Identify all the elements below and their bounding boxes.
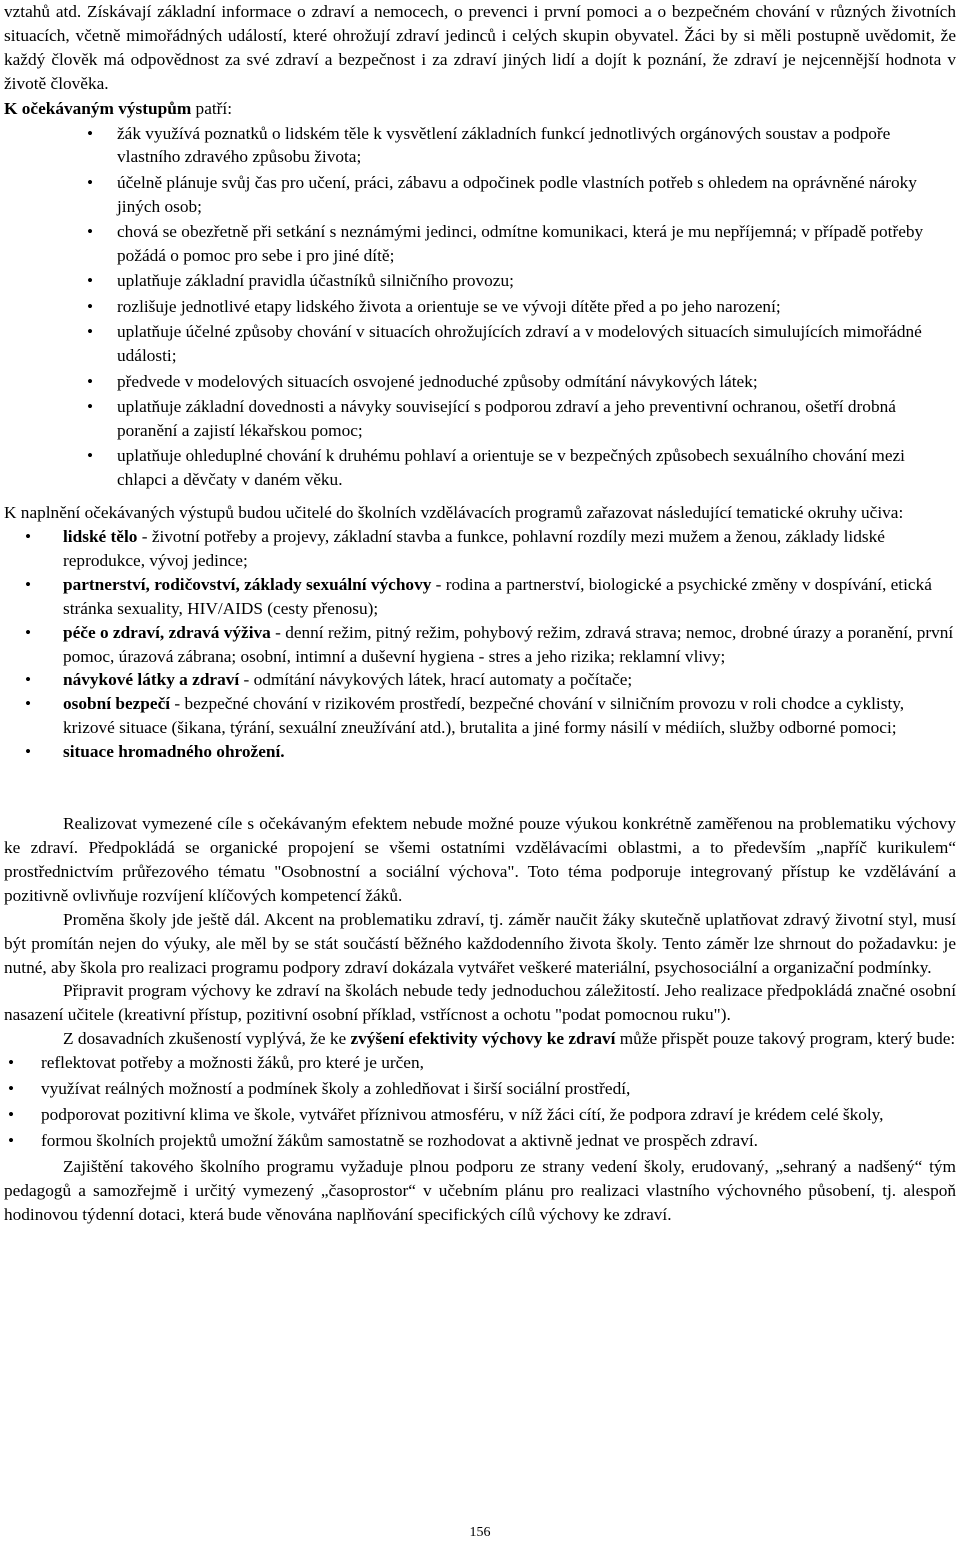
list-item <box>4 395 956 443</box>
topic-term: péče o zdraví, zdravá výživa <box>63 622 271 642</box>
list-item-text: účelně plánuje svůj čas pro učení, práci, zábavu a odpočinek podle vlastních potřeb s ohledem na oprávněné nároky jiných osob; <box>117 172 917 216</box>
list-item-text: uplatňuje účelné způsoby chování v situacích ohrožujících zdraví a v modelových situacích simulujících mimořádné události; <box>117 322 922 366</box>
bullet-icon: • <box>86 123 94 143</box>
list-item <box>4 444 956 492</box>
program-item <box>4 1051 956 1075</box>
list-item <box>4 171 956 219</box>
intro-paragraph: vztahů atd. Získávají základní informace o zdraví a nemocech, o prevenci i první pomoci a o bezpečném chování v různých životních situacích, včetně mimořádných událostí, které ohrožují zdraví jedinců i celých skupin obyvatel. Žáci by si měli postupně uvědomit, že každý člověk má odpovědnost za své zdraví a bezpečnost i za zdraví jiných lidí a dojít k poznání, že zdraví je nejcennější hodnota v životě člověka. <box>4 2 956 93</box>
program-item <box>4 1129 956 1153</box>
bullet-icon: • <box>86 371 94 391</box>
bullet-icon: • <box>86 172 94 192</box>
list-item <box>4 269 956 293</box>
topic-term: osobní bezpečí <box>63 694 171 714</box>
topics-intro: K naplnění očekávaných výstupů budou učitelé do školních vzdělávacích programů zařazovat následující tematické okruhy učiva: <box>4 503 904 523</box>
bullet-icon: • <box>7 1079 15 1099</box>
program-item-text: využívat reálných možností a podmínek školy a zohledňovat i širší sociální prostředí, <box>41 1079 631 1099</box>
list-item <box>4 320 956 368</box>
outcomes-heading <box>4 97 956 121</box>
outcomes-list <box>4 122 956 493</box>
topic-desc: - denní režim, pitný režim, pohybový režim, zdravá strava; nemoc, drobné úrazy a poranění, první pomoc, úrazová zábrana; osobní, intimní a duševní hygiena - stres a jeho rizika; reklamní vlivy; <box>63 622 954 666</box>
program-item-text: formou školních projektů umožní žákům samostatně se rozhodovat a aktivně jednat ve prospěch zdraví. <box>41 1130 758 1150</box>
bullet-icon: • <box>24 694 32 714</box>
program-item-text: reflektovat potřeby a možnosti žáků, pro které je určen, <box>41 1053 424 1073</box>
list-item-text: chová se obezřetně při setkání s neznámými jedinci, odmítne komunikaci, která je mu nepříjemná; v případě potřeby požádá o pomoc pro sebe i pro jiné dítě; <box>117 222 924 266</box>
topic-item <box>4 668 956 692</box>
paragraph-zajisteni: Zajištění takového školního programu vyžaduje plnou podporu ze strany vedení školy, erudovaný, „sehraný a nadšený“ tým pedagogů a samozřejmě i určitý vymezený „časoprostor“ v učebním plánu pro realizaci vlastního výchovného působení, tj. alespoň hodinovou týdenní dotaci, která bude věnována naplňování specifických cílů výchovy ke zdraví. <box>4 1156 956 1224</box>
topic-item <box>4 740 956 764</box>
outcomes-heading-bold: K očekávaným výstupům <box>4 98 192 118</box>
bullet-icon: • <box>86 296 94 316</box>
paragraph-realizace: Realizovat vymezené cíle s očekávaným efektem nebude možné pouze výukou konkrétně zaměřenou na problematiku výchovy ke zdraví. Předpokládá se organické propojení se všemi ostatními vzdělávacími oblastmi, a to především „napříč kurikulem“ prostřednictvím průřezového tématu "Osobnostní a sociální výchova". Toto téma podporuje integrovaný přístup ke vzdělávání a pozitivně ovlivňuje rozvíjení klíčových kompetencí žáků. <box>4 814 956 905</box>
list-item-text: uplatňuje ohleduplné chování k druhému pohlaví a orientuje se v bezpečných způsobech sexuálního chování mezi chlapci a děvčaty v daném věku. <box>117 446 905 490</box>
bullet-icon: • <box>7 1104 15 1124</box>
program-item-text: podporovat pozitivní klima ve škole, vytvářet příznivou atmosféru, v níž žáci cítí, že podpora zdraví je krédem celé školy, <box>41 1104 884 1124</box>
bullet-icon: • <box>86 222 94 242</box>
bullet-icon: • <box>86 271 94 291</box>
paragraph-efektivita-start: Z dosavadních zkušeností vyplývá, že ke <box>63 1029 351 1049</box>
list-item-text: rozlišuje jednotlivé etapy lidského života a orientuje se ve vývoji dítěte před a po jeho narození; <box>117 296 781 316</box>
bullet-icon: • <box>86 322 94 342</box>
program-item <box>4 1103 956 1127</box>
topic-desc: - rodina a partnerství, biologické a psychické změny v dospívání, etická stránka sexuality, HIV/AIDS (cesty přenosu); <box>63 574 932 618</box>
topics-list <box>4 525 956 764</box>
bullet-icon: • <box>24 742 32 762</box>
topic-term: návykové látky a zdraví <box>63 670 240 690</box>
topic-term: situace hromadného ohrožení. <box>63 742 285 762</box>
list-item <box>4 370 956 394</box>
bullet-icon: • <box>24 622 32 642</box>
program-list <box>4 1051 956 1153</box>
list-item-text: žák využívá poznatků o lidském těle k vysvětlení základních funkcí jednotlivých orgánových soustav a podpoře vlastního zdravého způsobu života; <box>117 123 891 167</box>
program-item <box>4 1077 956 1101</box>
topic-item <box>4 692 956 740</box>
paragraph-efektivita-end: může přispět pouze takový program, který bude: <box>615 1029 956 1049</box>
list-item <box>4 122 956 170</box>
topic-desc: - bezpečné chování v rizikovém prostředí, bezpečné chování v silničním provozu v roli chodce a cyklisty, krizové situace (šikana, týrání, sexuální zneužívání atd.), brutalita a jiné formy násilí v médiích, služby odborné pomoci; <box>63 694 905 738</box>
bullet-icon: • <box>24 527 32 547</box>
bullet-icon: • <box>24 574 32 594</box>
topic-term: lidské tělo <box>63 527 138 547</box>
paragraph-efektivita-bold: zvýšení efektivity výchovy ke zdraví <box>350 1029 616 1049</box>
document-page <box>4 0 956 1227</box>
list-item-text: předvede v modelových situacích osvojené jednoduché způsoby odmítání návykových látek; <box>117 371 758 391</box>
bullet-icon: • <box>24 670 32 690</box>
bullet-icon: • <box>86 397 94 416</box>
bullet-icon: • <box>7 1130 15 1150</box>
paragraph-promena: Proměna školy jde ještě dál. Akcent na problematiku zdraví, tj. záměr naučit žáky skutečně uplatňovat zdravý životní styl, musí být promítán nejen do výuky, ale měl by se stát součástí běžného každodenního života školy. Tento záměr lze shrnout do požadavku: je nutné, aby škola pro realizaci programu podpory zdraví dokázala vytvářet veškeré materiální, psychosociální a organizační podmínky. <box>4 909 956 977</box>
list-item-text: uplatňuje základní pravidla účastníků silničního provozu; <box>117 271 514 291</box>
page-number: 156 <box>469 1525 491 1540</box>
bullet-icon: • <box>86 446 94 466</box>
paragraph-efektivita <box>4 1027 956 1051</box>
topic-item <box>4 573 956 621</box>
topic-term: partnerství, rodičovství, základy sexuální výchovy <box>63 574 432 594</box>
list-item <box>4 295 956 319</box>
list-item-text: uplatňuje základní dovednosti a návyky související s podporou zdraví a jeho preventivní ochranou, ošetří drobná poranění a zajistí lékařskou pomoc; <box>117 397 896 440</box>
topic-item <box>4 525 956 573</box>
topic-desc: - odmítání návykových látek, hrací automaty a počítače; <box>239 670 633 690</box>
outcomes-heading-rest: patří: <box>191 98 233 118</box>
topic-desc: - životní potřeby a projevy, základní stavba a funkce, pohlavní rozdíly mezi mužem a ženou, základy lidské reprodukce, vývoj jedince; <box>63 527 885 570</box>
paragraph-pripravit: Připravit program výchovy ke zdraví na školách nebude tedy jednoduchou záležitostí. Jeho realizace předpokládá značné osobní nasazení učitele (kreativní přístup, pozitivní osobní příklad, vstřícnost a ochotu "podat pomocnou ruku"). <box>4 981 956 1025</box>
list-item <box>4 220 956 268</box>
topic-item <box>4 621 956 669</box>
bullet-icon: • <box>7 1053 15 1073</box>
